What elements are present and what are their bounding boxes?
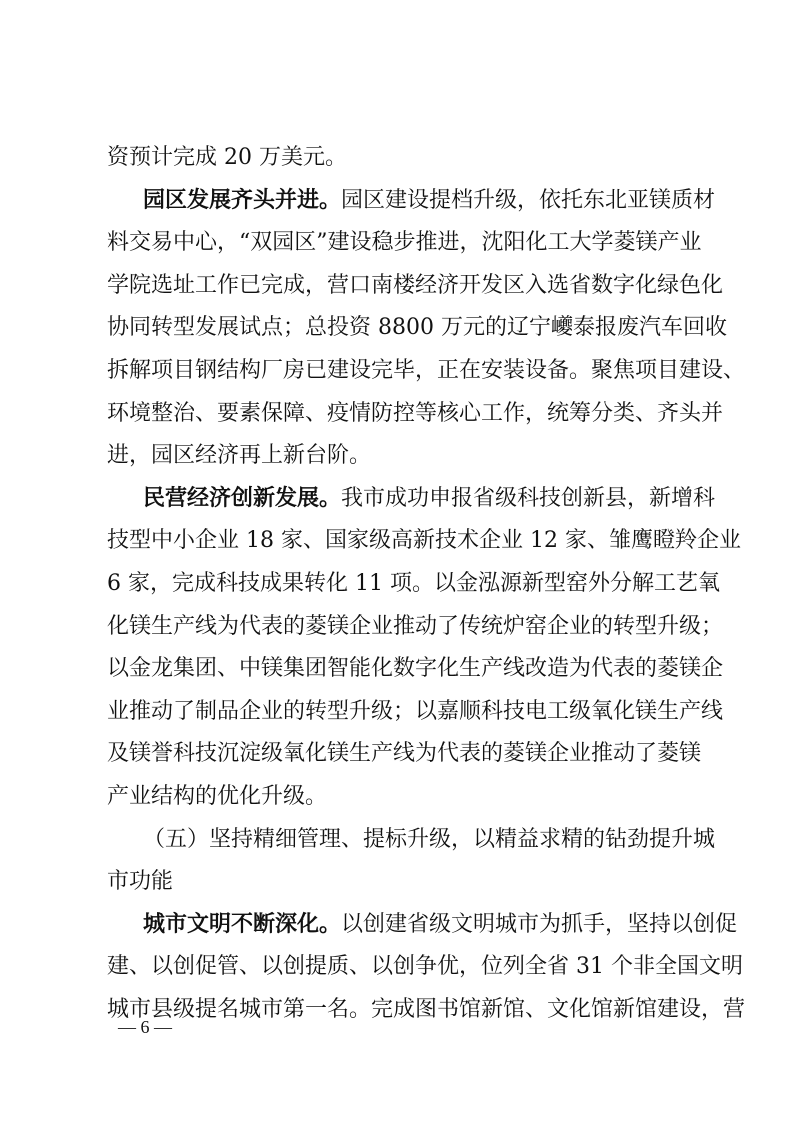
paragraph-line: 民营经济创新发展。我市成功申报省级科技创新县，新增科 <box>143 485 716 511</box>
paragraph-line: 业推动了制品企业的转型升级；以嘉顺科技电工级氧化镁生产线 <box>107 698 724 724</box>
page-number: — 6 — <box>118 1017 172 1037</box>
paragraph-line: 进，园区经济再上新台阶。 <box>107 443 372 469</box>
paragraph-lead-heading: 城市文明不断深化。 <box>143 911 342 937</box>
paragraph-line: 6 家，完成科技成果转化 11 项。以金泓源新型窑外分解工艺氧 <box>107 571 720 596</box>
paragraph-line: 环境整治、要素保障、疫情防控等核心工作，统筹分类、齐头并 <box>107 400 724 426</box>
paragraph-line: 以金龙集团、中镁集团智能化数字化生产线改造为代表的菱镁企 <box>107 656 724 682</box>
paragraph-line: 拆解项目钢结构厂房已建设完毕，正在安装设备。聚焦项目建设、 <box>107 358 746 383</box>
paragraph-line: 园区发展齐头并进。园区建设提档升级，依托东北亚镁质材 <box>143 187 716 213</box>
paragraph-line: 协同转型发展试点；总投资 8800 万元的辽宁巙泰报废汽车回收 <box>107 315 727 341</box>
paragraph-line: 产业结构的优化升级。 <box>107 784 328 809</box>
paragraph-lead-heading: 民营经济创新发展。 <box>143 485 342 511</box>
paragraph-line: 城市县级提名城市第一名。完成图书馆新馆、文化馆新馆建设，营 <box>107 997 746 1022</box>
paragraph-line: 料交易中心，“双园区”建设稳步推进，沈阳化工大学菱镁产业 <box>107 230 702 256</box>
section-heading-line: 市功能 <box>107 869 174 895</box>
paragraph-line-with-lead: 城市文明不断深化。以创建省级文明城市为抓手，坚持以创促 <box>143 911 738 937</box>
paragraph-line: 及镁誉科技沉淀级氧化镁生产线为代表的菱镁企业推动了菱镁 <box>107 741 702 767</box>
paragraph-line: 技型中小企业 18 家、国家级高新技术企业 12 家、雏鹰瞪羚企业 <box>107 528 741 554</box>
paragraph-line: 化镁生产线为代表的菱镁企业推动了传统炉窑企业的转型升级； <box>107 613 724 639</box>
paragraph-lead-heading: 园区发展齐头并进。 <box>143 187 342 213</box>
paragraph-line: 学院选址工作已完成，营口南楼经济开发区入选省数字化绿色化 <box>107 272 724 298</box>
paragraph-line: 资预计完成 20 万美元。 <box>107 145 347 170</box>
section-heading-line: （五）坚持精细管理、提标升级，以精益求精的钻劲提升城 <box>143 826 716 852</box>
paragraph-line: 建、以创促管、以创提质、以创争优，位列全省 31 个非全国文明 <box>107 954 743 980</box>
